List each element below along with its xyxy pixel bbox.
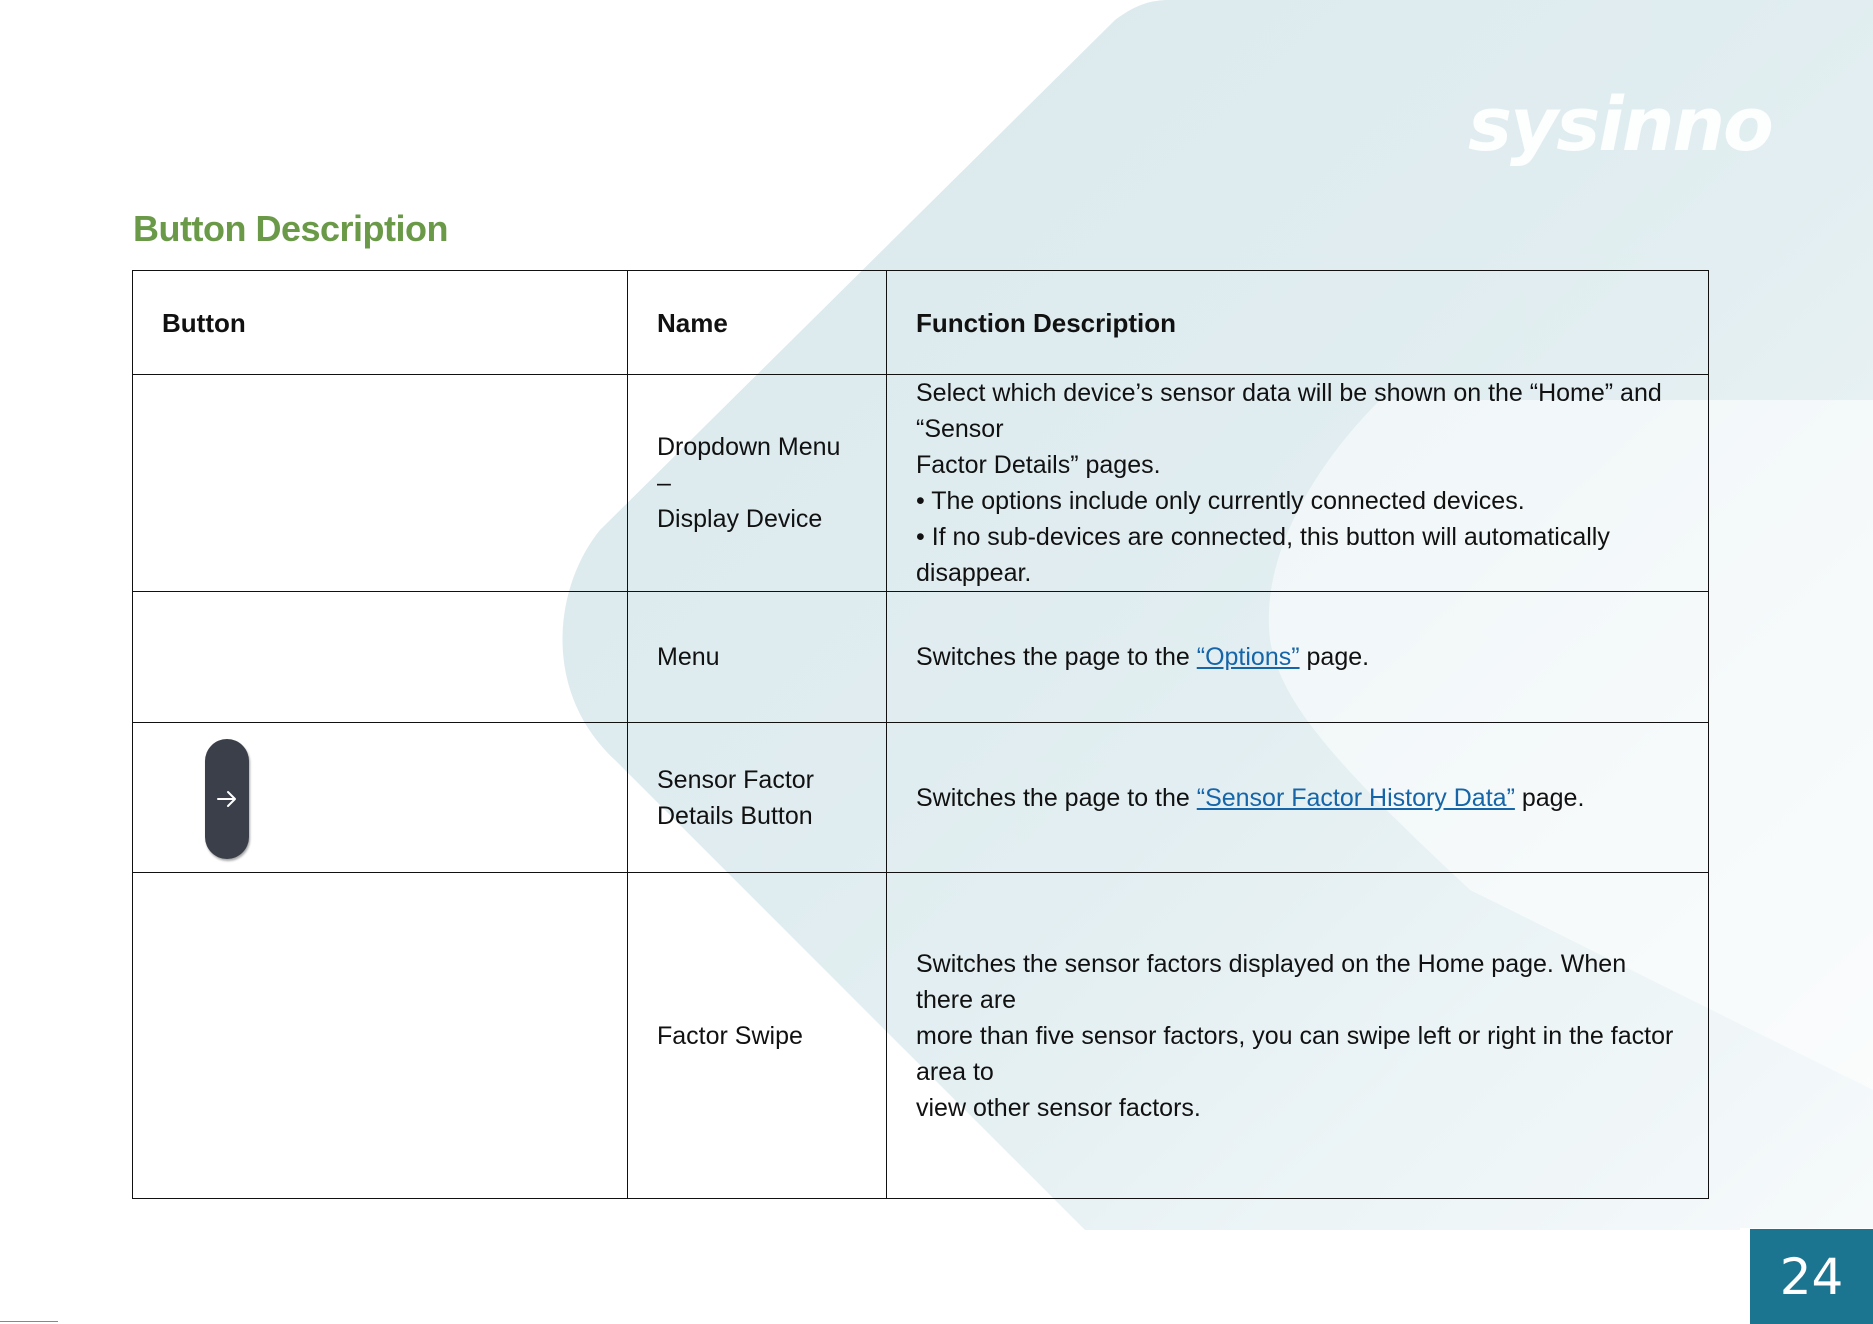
table-row [133, 375, 1709, 592]
table-row [133, 592, 1709, 723]
button-preview-cell [133, 592, 628, 723]
button-name-line: Sensor Factor [657, 765, 815, 794]
table-row [133, 723, 1709, 873]
description-bullet: • If no sub-devices are connected, this button will automatically disappear. [916, 523, 1610, 587]
description-prefix: Switches the page to the [916, 783, 1197, 812]
button-name-cell [628, 375, 887, 592]
description-line: Select which device’s sensor data will be shown on the “Home” and “Sensor [916, 379, 1662, 443]
page-title: Button Description [133, 208, 448, 249]
button-preview-cell [133, 723, 628, 873]
description-line: Switches the sensor factors displayed on the Home page. When there are [916, 949, 1627, 1014]
footer-divider [0, 1321, 58, 1322]
button-name-line: Dropdown Menu – [657, 433, 841, 497]
header-button: Button [133, 271, 628, 375]
button-name-cell: Menu [628, 592, 887, 723]
function-description-cell [887, 375, 1709, 592]
description-line: Factor Details” pages. [916, 451, 1161, 479]
button-preview-cell [133, 873, 628, 1199]
page-number-badge: 24 [1750, 1229, 1873, 1324]
header-name: Name [628, 271, 887, 375]
description-line: more than five sensor factors, you can swipe left or right in the factor area to [916, 1021, 1674, 1086]
button-preview-cell [133, 375, 628, 592]
function-description-cell [887, 873, 1709, 1199]
description-suffix: page. [1514, 783, 1585, 812]
button-name-cell [628, 723, 887, 873]
button-name-line: Details Button [657, 801, 813, 830]
brand-watermark: sysinno [1468, 82, 1772, 168]
description-line: view other sensor factors. [916, 1093, 1201, 1122]
table-row [133, 873, 1709, 1199]
function-description-cell [887, 723, 1709, 873]
function-description-cell [887, 592, 1709, 723]
button-name-line: Display Device [657, 505, 823, 533]
button-name-cell: Factor Swipe [628, 873, 887, 1199]
header-function-description: Function Description [887, 271, 1709, 375]
sensor-factor-history-data-link[interactable]: “Sensor Factor History Data” [1196, 783, 1515, 812]
description-bullet: • The options include only currently connected devices. [916, 487, 1525, 515]
description-prefix: Switches the page to the [916, 643, 1197, 671]
sensor-factor-details-button[interactable] [205, 739, 249, 859]
button-description-table [132, 270, 1709, 1199]
options-page-link[interactable]: “Options” [1196, 643, 1300, 671]
arrow-right-icon [216, 790, 238, 808]
description-suffix: page. [1299, 643, 1370, 671]
table-header-row [133, 271, 1709, 375]
